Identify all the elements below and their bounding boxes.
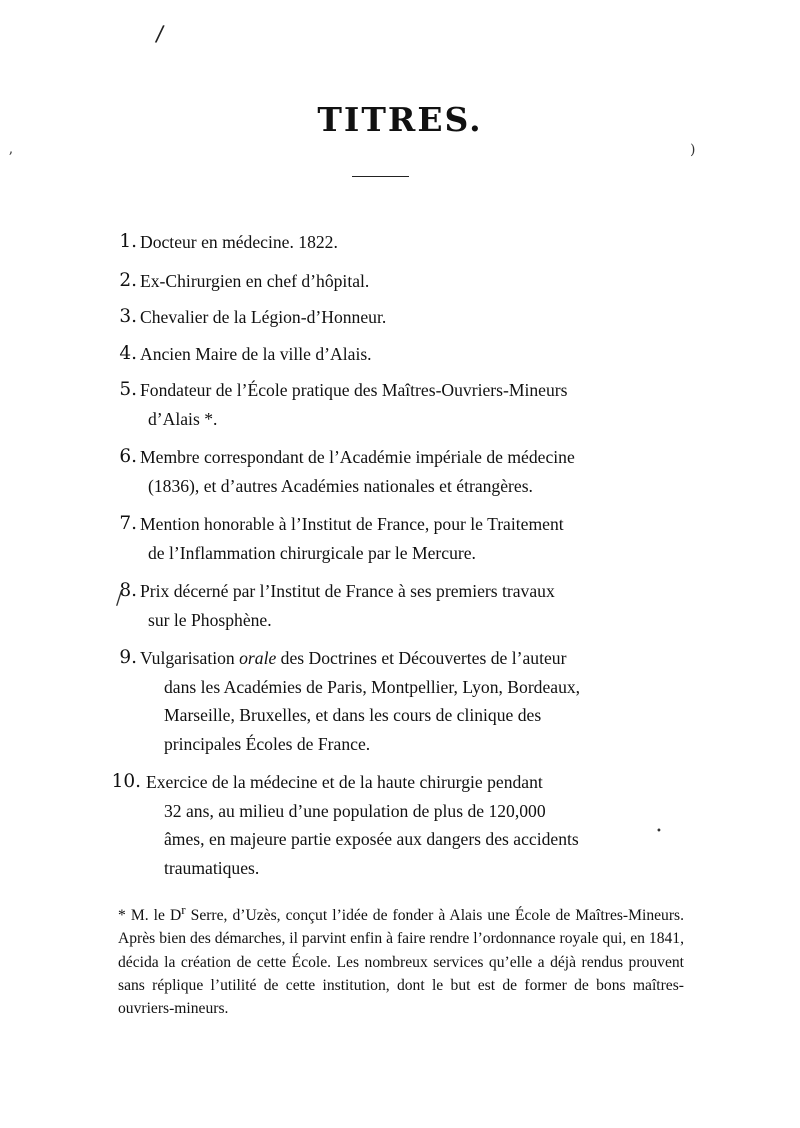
item-text-line-1: Fondateur de l’École pratique des Maîtres-Ouvriers-Mineurs	[140, 380, 568, 400]
item-text-line-2: dans les Académies de Paris, Montpellier, Lyon, Bordeaux,	[164, 676, 581, 697]
item-text: Ex-Chirurgien en chef d’hôpital.	[140, 270, 370, 291]
list-item	[0, 267, 680, 296]
item-text-line-2: sur le Phosphène.	[148, 609, 272, 630]
item-text-line-2: d’Alais *.	[148, 408, 218, 429]
item-number: 6.	[119, 446, 137, 467]
footnote-marker: *	[118, 907, 126, 925]
list-item	[0, 510, 680, 567]
item-text-italic: orale	[239, 648, 277, 668]
list-item	[0, 768, 680, 882]
item-text-line-1: Membre correspondant de l’Académie impériale de médecine	[140, 447, 575, 467]
item-text: Docteur en médecine. 1822.	[140, 232, 338, 252]
item-text-line-2: 32 ans, au milieu d’une population de plus de 120,000	[164, 800, 546, 821]
stray-dot: •	[656, 826, 662, 837]
item-number: 4.	[119, 342, 137, 364]
page-mark: /	[154, 21, 166, 48]
item-text-part: des Doctrines et Découvertes de l’auteur	[276, 648, 567, 668]
item-number: 9.	[119, 647, 137, 668]
item-text-line-2: de l’Inflammation chirurgicale par le Mercure.	[148, 542, 476, 563]
item-number: 7.	[119, 513, 137, 534]
footnote-text: M. le D	[125, 907, 182, 925]
item-text-line-1: Exercice de la médecine et de la haute chirurgie pendant	[146, 772, 543, 792]
item-text-line-3: Marseille, Bruxelles, et dans les cours de clinique des	[164, 705, 542, 725]
item-number: 10.	[111, 771, 141, 792]
item-text-line-1: Mention honorable à l’Institut de France, pour le Traitement	[140, 514, 564, 534]
item-text-line-1	[140, 644, 680, 673]
list-item	[0, 340, 680, 369]
item-text-line-2: (1836), et d’autres Académies nationales et étrangères.	[148, 475, 533, 496]
item-text-line-4: principales Écoles de France.	[164, 733, 371, 754]
item-number: 3.	[119, 306, 137, 327]
list-item	[0, 228, 680, 257]
titles-list	[0, 228, 800, 892]
list-item	[0, 644, 680, 758]
footnote	[118, 898, 684, 1020]
list-item	[0, 443, 680, 500]
item-number: 8.	[119, 580, 137, 601]
page-title: TITRES.	[317, 100, 483, 139]
item-text-line-3: âmes, en majeure partie exposée aux dangers des accidents	[164, 829, 579, 849]
stray-mark-left: ʼ	[8, 150, 13, 166]
stray-mark-right: )	[690, 142, 696, 158]
item-number: 5.	[119, 379, 137, 400]
item-number: 2.	[119, 269, 137, 291]
item-text: Ancien Maire de la ville d’Alais.	[140, 343, 372, 364]
item-text-part: Vulgarisation	[140, 648, 240, 668]
list-item	[0, 303, 680, 332]
footnote-text: Serre, d’Uzès, conçut l’idée de fonder à Alais une École de Maîtres-Mineurs. Après bien des démarches, il parvint enfin à faire rendre l’ordonnance royale qui, en 1841, décida la création de cette École. Les nombreux services qu’elle a déjà rendus prouvent sans réplique l’utilité de cette institution, dont le but est de former de bons maîtres-ouvriers-mineurs.	[118, 907, 684, 1017]
list-item	[0, 577, 680, 634]
list-item	[0, 376, 680, 433]
item-number: 1.	[119, 231, 137, 252]
item-text: Chevalier de la Légion-d’Honneur.	[140, 307, 387, 327]
item-text-line-4: traumatiques.	[164, 857, 260, 878]
stray-mark-item8: /	[116, 588, 123, 609]
footnote-sup: r	[181, 902, 186, 917]
title-rule	[352, 176, 409, 177]
item-text-line-1: Prix décerné par l’Institut de France à ses premiers travaux	[140, 581, 555, 601]
